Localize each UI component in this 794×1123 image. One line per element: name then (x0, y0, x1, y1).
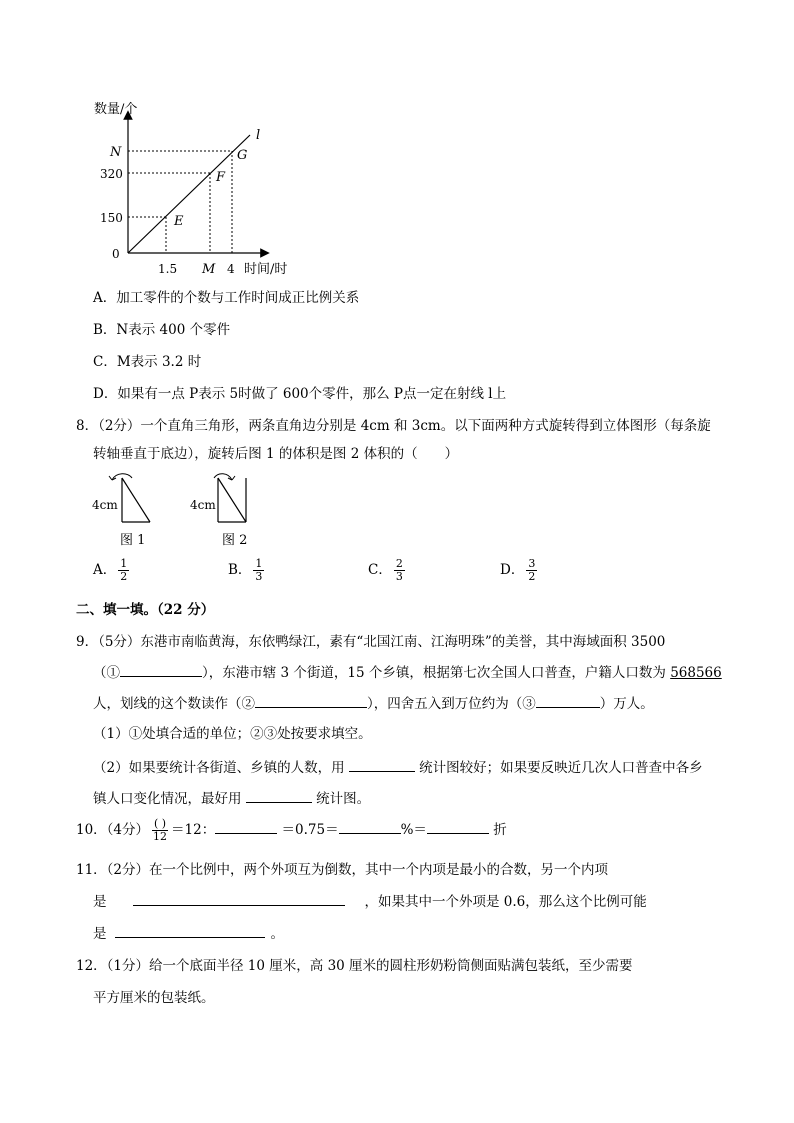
y-tick-n: N (110, 145, 122, 160)
q8-option-d: D． $\frac{3}{2}$ (500, 557, 536, 583)
q12-line1: 12．（1分）给一个底面半径 10 厘米，高 30 厘米的圆柱形奶粉筒侧面贴满包装纸，至少需要 (76, 958, 633, 974)
q9-population-number: 568566 (670, 665, 722, 681)
line-label: l (256, 128, 261, 143)
section-2-title: 二、填一填。（22 分） (76, 602, 215, 618)
q10-line: 10．（4分） $\frac{( )}{12}$ ＝12： ＝0.75＝ %＝ 折 (76, 817, 507, 843)
q8-option-a: A． $\frac{1}{2}$ (93, 557, 128, 583)
fig1-side-label: 4cm (92, 498, 118, 512)
x-tick-1-5: 1.5 (158, 262, 178, 276)
q8-text-line2: 转轴垂直于底边），旋转后图 1 的体积是图 2 体积的（ ） (93, 446, 459, 462)
q8-option-b: B． $\frac{1}{3}$ (228, 557, 263, 583)
q7-option-c: C．M表示 3.2 时 (93, 354, 202, 370)
y-tick-150: 150 (100, 211, 123, 225)
q11-line3: 是 。 (93, 923, 284, 944)
q9-sub2-line1: （2）如果要统计各街道、乡镇的人数，用 统计图较好；如果要反映近几次人口普查中各乡 (93, 757, 703, 778)
q7-graph (90, 95, 310, 280)
q8-option-c: C． $\frac{2}{3}$ (368, 557, 403, 583)
point-g: G (237, 148, 248, 163)
q7-option-a: A．加工零件的个数与工作时间成正比例关系 (93, 290, 360, 306)
q9-sub1: （1）①处填合适的单位；②③处按要求填空。 (93, 726, 372, 742)
point-e: E (174, 214, 184, 229)
q12-line2: 平方厘米的包装纸。 (93, 990, 215, 1006)
q7-option-d: D．如果有一点 P表示 5时做了 600个零件，那么 P点一定在射线 l上 (93, 386, 507, 402)
x-tick-m: M (202, 262, 216, 277)
q11-line2: 是 ，如果其中一个外项是 0.6，那么这个比例可能 (93, 891, 647, 912)
x-tick-4: 4 (227, 262, 235, 276)
point-f: F (216, 170, 226, 185)
q11-line1: 11．（2分）在一个比例中，两个外项互为倒数，其中一个内项是最小的合数，另一个内项 (76, 862, 609, 878)
fig2-caption: 图 2 (222, 533, 248, 548)
q8-figure-2 (188, 470, 268, 550)
x-axis-label: 时间/时 (244, 262, 288, 277)
q9-sub2-line2: 镇人口变化情况，最好用 统计图。 (93, 788, 370, 809)
y-tick-0: 0 (112, 247, 120, 261)
q9-line2: （① ），东港市辖 3 个街道，15 个乡镇，根据第七次全国人口普查，户籍人口数为 568566 (93, 662, 722, 683)
q8-figure-1 (90, 470, 170, 550)
q9-line3: 人，划线的这个数读作（② ），四舍五入到万位约为（③ ）万人。 (93, 693, 654, 714)
q8-text-line1: 8．（2分）一个直角三角形，两条直角边分别是 4cm 和 3cm。以下面两种方式旋转得到立体图形（每条旋 (76, 418, 711, 434)
q7-option-b: B．N表示 400 个零件 (93, 322, 231, 338)
q9-line1: 9．（5分）东港市南临黄海，东依鸭绿江，素有“北国江南、江海明珠”的美誉，其中海域面积 3500 (76, 634, 666, 650)
fig2-side-label: 4cm (190, 498, 216, 512)
y-tick-320: 320 (100, 167, 123, 181)
y-axis-label: 数量/个 (94, 102, 138, 117)
fig1-caption: 图 1 (120, 533, 146, 548)
